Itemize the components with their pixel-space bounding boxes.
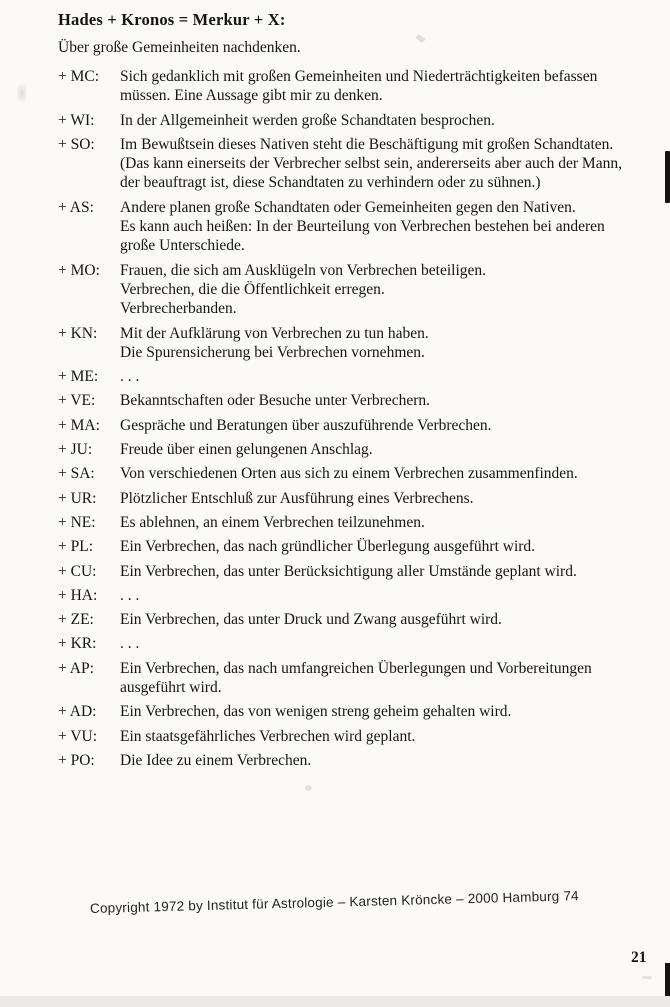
planet-label: + CU:: [58, 562, 97, 580]
text-line: Ein Verbrechen, das nach umfangreichen Überlegungen und Vorbereitungen: [120, 659, 592, 677]
entry-text: [120, 751, 311, 770]
list-item: [58, 367, 654, 386]
text-line: Mit der Aufklärung von Verbrechen zu tun haben.: [120, 324, 429, 342]
list-item: [58, 464, 654, 483]
text-line: Gespräche und Beratungen über auszuführende Verbrechen.: [120, 416, 492, 434]
text-line: . . .: [120, 635, 140, 653]
planet-label: + AP:: [58, 659, 94, 677]
list-item: [58, 751, 654, 770]
list-item: [58, 537, 654, 556]
entry-text: [120, 135, 622, 193]
scan-artifact-smudge: [14, 78, 30, 108]
planet-label: + JU:: [58, 441, 93, 459]
entry-text: [120, 634, 139, 653]
list-item: [58, 391, 654, 410]
page-title: Hades + Kronos = Merkur + X:: [58, 10, 286, 29]
entry-text: [120, 440, 373, 459]
entry-text: [120, 727, 415, 746]
planet-label: + VU:: [58, 727, 98, 745]
text-line: (Das kann einerseits der Verbrecher selbst sein, andererseits aber auch der Mann,: [120, 155, 622, 173]
text-line: große Unterschiede.: [120, 237, 245, 255]
entry-text: [120, 659, 592, 698]
planet-label: + HA:: [58, 586, 98, 604]
entry-text: [120, 198, 605, 256]
text-line: Es ablehnen, an einem Verbrechen teilzunehmen.: [120, 513, 425, 531]
entry-text: [120, 464, 578, 483]
text-line: . . .: [120, 586, 140, 604]
text-line: Andere planen große Schandtaten oder Gemeinheiten gegen den Nativen.: [120, 198, 576, 216]
text-line: Ein Verbrechen, das von wenigen streng geheim gehalten wird.: [120, 703, 512, 721]
text-line: Bekanntschaften oder Besuche unter Verbrechern.: [120, 392, 431, 410]
scan-artifact-bottom-strip: [0, 996, 670, 1007]
planet-label: + KN:: [58, 324, 98, 342]
entry-text: [120, 261, 486, 319]
text-line: Ein staatsgefährliches Verbrechen wird geplant.: [120, 727, 416, 745]
scan-artifact-speck: [415, 34, 425, 43]
entry-text: [120, 513, 425, 532]
scan-artifact-speck: [305, 785, 312, 791]
text-line: Im Bewußtsein dieses Nativen steht die Beschäftigung mit großen Schandtaten.: [120, 135, 614, 153]
text-line: Verbrecherbanden.: [120, 300, 237, 318]
planet-label: + KR:: [58, 635, 97, 653]
list-item: [58, 702, 654, 721]
text-line: der beauftragt ist, diese Schandtaten zu verhindern oder zu sühnen.): [120, 174, 541, 192]
list-item: [58, 513, 654, 532]
entry-text: [120, 367, 139, 386]
text-line: Ein Verbrechen, das unter Druck und Zwang ausgeführt wird.: [120, 611, 502, 629]
text-line: ausgeführt wird.: [120, 679, 222, 697]
copyright-line: Copyright 1972 by Institut für Astrologie – Karsten Kröncke – 2000 Hamburg 74: [89, 888, 579, 916]
text-line: Ein Verbrechen, das nach gründlicher Überlegung ausgeführt wird.: [120, 538, 536, 556]
entry-text: [120, 562, 577, 581]
entry-list: [58, 67, 654, 775]
scan-artifact-right-bar: [665, 151, 670, 203]
text-line: Ein Verbrechen, das unter Berücksichtigung aller Umstände geplant wird.: [120, 562, 577, 580]
planet-label: + SO:: [58, 135, 95, 153]
list-item: [58, 261, 654, 319]
planet-label: + NE:: [58, 513, 96, 531]
planet-label: + MA:: [58, 416, 100, 434]
text-line: Von verschiedenen Orten aus sich zu einem Verbrechen zusammenfinden.: [120, 465, 578, 483]
list-item: [58, 198, 654, 256]
text-line: . . .: [120, 368, 140, 386]
text-line: Die Spurensicherung bei Verbrechen vornehmen.: [120, 343, 425, 361]
text-line: Verbrechen, die die Öffentlichkeit erregen.: [120, 280, 385, 298]
entry-text: [120, 537, 535, 556]
text-line: Frauen, die sich am Ausklügeln von Verbrechen beteiligen.: [120, 261, 487, 279]
planet-label: + MO:: [58, 261, 100, 279]
planet-label: + ZE:: [58, 611, 94, 629]
list-item: [58, 659, 654, 698]
entry-text: [120, 391, 430, 410]
entry-text: [120, 324, 429, 363]
list-item: [58, 610, 654, 629]
planet-label: + UR:: [58, 489, 97, 507]
entry-text: [120, 610, 502, 629]
scan-artifact-speck: [642, 976, 652, 979]
list-item: [58, 562, 654, 581]
planet-label: + AS:: [58, 198, 94, 216]
planet-label: + ME:: [58, 368, 99, 386]
page-number: 21: [631, 949, 647, 966]
planet-label: + SA:: [58, 465, 95, 483]
entry-text: [120, 111, 495, 130]
planet-label: + WI:: [58, 111, 95, 129]
text-line: müssen. Eine Aussage gibt mir zu denken.: [120, 87, 383, 105]
list-item: [58, 586, 654, 605]
list-item: [58, 67, 654, 106]
planet-label: + PO:: [58, 751, 95, 769]
planet-label: + AD:: [58, 703, 97, 721]
list-item: [58, 727, 654, 746]
planet-label: + PL:: [58, 538, 94, 556]
text-line: Es kann auch heißen: In der Beurteilung von Verbrechen bestehen bei anderen: [120, 218, 605, 236]
list-item: [58, 111, 654, 130]
intro-line: Über große Gemeinheiten nachdenken.: [58, 39, 301, 56]
list-item: [58, 634, 654, 653]
list-item: [58, 416, 654, 435]
planet-label: + MC:: [58, 68, 100, 85]
text-line: Freude über einen gelungenen Anschlag.: [120, 441, 373, 459]
entry-text: [120, 67, 597, 106]
entry-text: [120, 586, 139, 605]
text-line: Die Idee zu einem Verbrechen.: [120, 751, 312, 769]
planet-label: + VE:: [58, 392, 96, 410]
entry-text: [120, 489, 474, 508]
list-item: [58, 324, 654, 363]
list-item: [58, 135, 654, 193]
text-line: Sich gedanklich mit großen Gemeinheiten und Niederträchtigkeiten befassen: [120, 68, 598, 85]
list-item: [58, 489, 654, 508]
entry-text: [120, 416, 492, 435]
text-line: Plötzlicher Entschluß zur Ausführung eines Verbrechens.: [120, 489, 474, 507]
entry-text: [120, 702, 511, 721]
list-item: [58, 440, 654, 459]
text-line: In der Allgemeinheit werden große Schandtaten besprochen.: [120, 111, 495, 129]
